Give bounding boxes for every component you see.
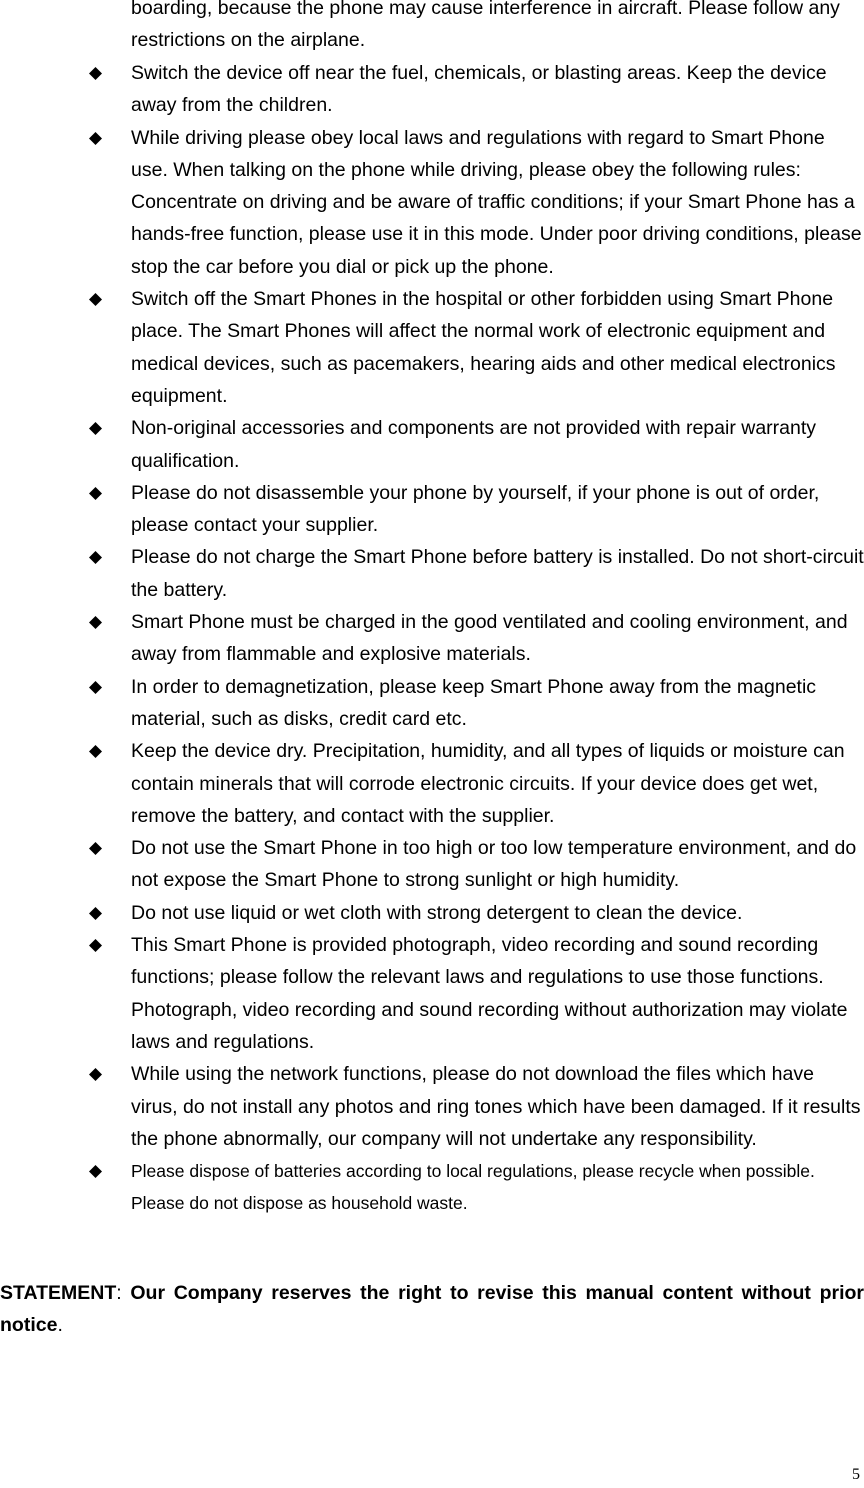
list-item	[0, 122, 864, 283]
precautions-list	[0, 57, 864, 1220]
diamond-bullet-icon	[89, 616, 102, 629]
diamond-bullet-icon	[89, 907, 102, 920]
statement-text: Our Company reserves the right to revise this manual content without prior notice	[0, 1282, 864, 1337]
list-item	[0, 832, 864, 897]
list-item-text: Please dispose of batteries according to local regulations, please recycle when possible. Please do not dispose as household waste.	[131, 1161, 815, 1214]
list-item	[0, 541, 864, 606]
statement-end: .	[57, 1314, 63, 1337]
statement-colon: :	[116, 1282, 131, 1304]
diamond-bullet-icon	[89, 1165, 102, 1178]
diamond-bullet-icon	[89, 487, 102, 500]
list-item-text: Do not use liquid or wet cloth with strong detergent to clean the device.	[131, 901, 743, 924]
diamond-bullet-icon	[89, 132, 102, 145]
diamond-bullet-icon	[89, 681, 102, 694]
list-item	[0, 1058, 864, 1155]
list-item	[0, 477, 864, 542]
list-item	[0, 735, 864, 832]
statement-paragraph	[0, 1277, 864, 1342]
list-item	[0, 412, 864, 477]
list-item-text: In order to demagnetization, please keep Smart Phone away from the magnetic material, such as disks, credit card etc.	[131, 675, 817, 730]
list-item-text: Keep the device dry. Precipitation, humidity, and all types of liquids or moisture can contain minerals that will corrode electronic circuits. If your device does get wet, remove the battery, and contact with the supplier.	[131, 740, 845, 827]
page-number: 5	[852, 1466, 860, 1483]
list-item-text: This Smart Phone is provided photograph, video recording and sound recording functions; please follow the relevant laws and regulations to use those functions. Photograph, video recording and sound recording without authorization may violate laws and regulations.	[131, 934, 848, 1053]
list-item-text: Switch the device off near the fuel, chemicals, or blasting areas. Keep the device away from the children.	[131, 62, 827, 117]
list-item	[0, 57, 864, 122]
diamond-bullet-icon	[89, 551, 102, 564]
diamond-bullet-icon	[89, 745, 102, 758]
list-item	[0, 283, 864, 412]
list-item	[0, 671, 864, 736]
list-item-text: Do not use the Smart Phone in too high or too low temperature environment, and do not expose the Smart Phone to strong sunlight or high humidity.	[131, 837, 857, 892]
list-item-text: While using the network functions, please do not download the files which have virus, do not install any photos and ring tones which have been damaged. If it results the phone abnormally, our company will not undertake any responsibility.	[131, 1063, 861, 1150]
list-item	[0, 1155, 864, 1220]
statement-label: STATEMENT	[0, 1282, 117, 1304]
list-item-text: Switch off the Smart Phones in the hospital or other forbidden using Smart Phone place. The Smart Phones will affect the normal work of electronic equipment and medical devices, such as pacemakers, hearing aids and other medical electronics equipment.	[131, 288, 836, 407]
list-item-text: Non-original accessories and components are not provided with repair warranty qualification.	[131, 417, 817, 472]
diamond-bullet-icon	[89, 939, 102, 952]
intro-paragraph: boarding, because the phone may cause interference in aircraft. Please follow any restrictions on the airplane.	[131, 0, 840, 52]
list-item	[0, 929, 864, 1058]
diamond-bullet-icon	[89, 67, 102, 80]
diamond-bullet-icon	[89, 293, 102, 306]
list-item-text: Please do not disassemble your phone by yourself, if your phone is out of order, please contact your supplier.	[131, 481, 820, 537]
diamond-bullet-icon	[89, 1068, 102, 1081]
list-item	[0, 606, 864, 671]
diamond-bullet-icon	[89, 422, 102, 435]
list-item-text: While driving please obey local laws and regulations with regard to Smart Phone use. When talking on the phone while driving, please obey the following rules: Concentrate on driving and be aware of traffic conditions; if your Smart Phone has a hands-free function, please use it in this mode. Under poor driving conditions, please stop the car before you dial or pick up the phone.	[131, 126, 862, 278]
list-item	[0, 897, 864, 929]
list-item-text: Smart Phone must be charged in the good ventilated and cooling environment, and away from flammable and explosive materials.	[131, 611, 848, 666]
list-item-text: Please do not charge the Smart Phone before battery is installed. Do not short-circuit the battery.	[131, 546, 864, 601]
diamond-bullet-icon	[89, 842, 102, 855]
